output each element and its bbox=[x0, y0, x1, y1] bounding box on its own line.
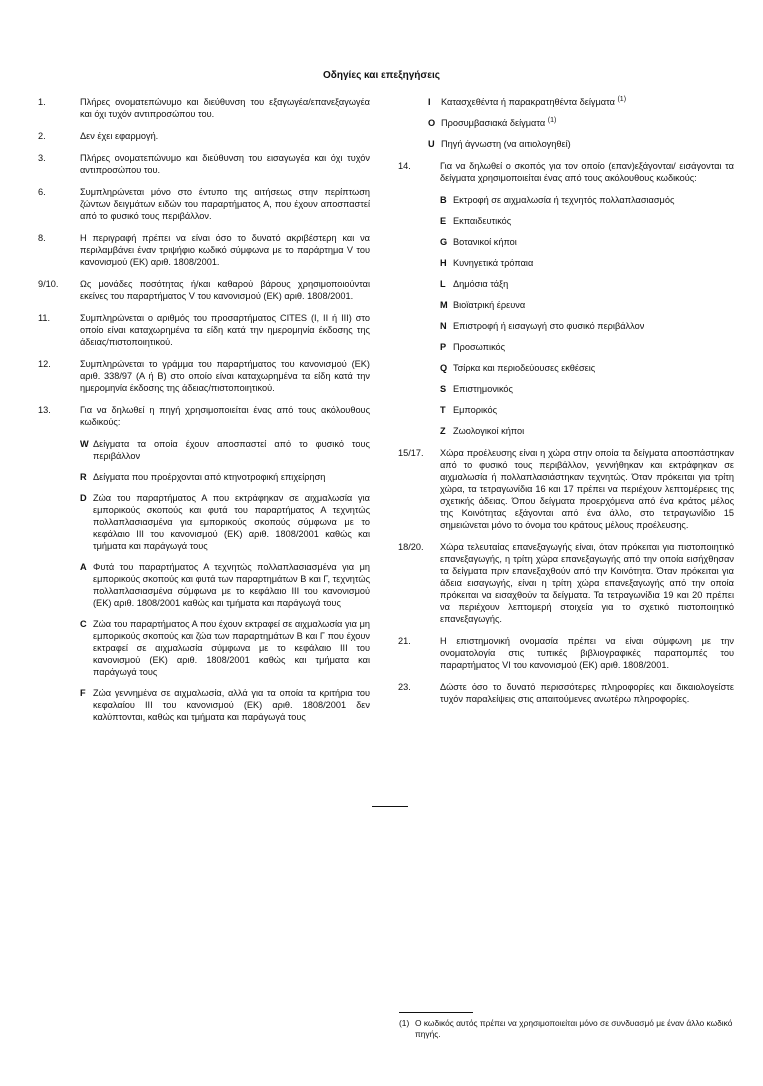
item-number: 23. bbox=[398, 682, 411, 692]
code-letter: R bbox=[80, 472, 87, 482]
footnote-ref: (1) bbox=[617, 95, 627, 103]
item-number: 11. bbox=[38, 313, 51, 323]
code-entry bbox=[440, 362, 734, 374]
code-description: Ζώα του παραρτήματος Α που εκτράφηκαν σε αιχμαλωσία για εμπορικούς σκοπούς και φυτά του παραρτήματος Α τεχνητώς πολλαπλασιασμένα για εμπορικούς σκοπούς σύμφωνα με το κεφάλαιο III του κανονισμού (ΕΚ) αριθ. 1808/2001 καθώς και τμήματα και παράγωγά τους bbox=[93, 493, 370, 551]
item-text: Δώστε όσο το δυνατό περισσότερες πληροφορίες και δικαιολογείστε τυχόν παραλείψεις στις απαιτούμενες ανωτέρω πληροφορίες. bbox=[440, 682, 734, 704]
item-13 bbox=[38, 404, 370, 428]
footnote-text: Ο κωδικός αυτός πρέπει να χρησιμοποιείται μόνο σε συνδυασμό με έναν άλλο κωδικό πηγής. bbox=[415, 1018, 733, 1039]
code-letter: W bbox=[80, 439, 89, 449]
code-entry bbox=[80, 471, 370, 483]
code-letter: N bbox=[440, 321, 447, 331]
item-14 bbox=[398, 160, 734, 184]
code-entry bbox=[440, 236, 734, 248]
item-9-10 bbox=[38, 278, 370, 302]
code-entry bbox=[440, 383, 734, 395]
code-entry bbox=[428, 96, 734, 108]
code-entry bbox=[440, 278, 734, 290]
code-letter: E bbox=[440, 216, 447, 226]
item-number: 6. bbox=[38, 187, 46, 197]
code-description: Τσίρκα και περιοδεύουσες εκθέσεις bbox=[453, 363, 596, 373]
item-23 bbox=[398, 681, 734, 705]
code-description: Ζωολογικοί κήποι bbox=[453, 426, 525, 436]
code-description: Δείγματα που προέρχονται από κτηνοτροφική επιχείρηση bbox=[93, 472, 326, 482]
code-entry bbox=[80, 687, 370, 723]
footnote-mark: (1) bbox=[399, 1018, 410, 1028]
item-6 bbox=[38, 186, 370, 222]
item-text: Πλήρες ονοματεπώνυμο και διεύθυνση του εισαγωγέα και όχι τυχόν αντιπροσώπου του. bbox=[80, 153, 370, 175]
item-text: Συμπληρώνεται ο αριθμός του προσαρτήματος CITES (I, II ή III) στο οποίο είναι καταχωρημένα τα είδη κατά την ημερομηνία έκδοσης της άδειας/πιστοποιητικού. bbox=[80, 313, 370, 347]
item-18-20 bbox=[398, 541, 734, 625]
code-entry bbox=[440, 257, 734, 269]
item-number: 21. bbox=[398, 636, 411, 646]
code-entry bbox=[440, 425, 734, 437]
item-number: 1. bbox=[38, 97, 46, 107]
code-entry bbox=[80, 561, 370, 609]
item-number: 13. bbox=[38, 405, 51, 415]
code-letter: D bbox=[80, 493, 87, 503]
code-entry bbox=[440, 341, 734, 353]
code-letter: F bbox=[80, 688, 86, 698]
code-description: Εκπαιδευτικός bbox=[453, 216, 512, 226]
code-letter: B bbox=[440, 195, 447, 205]
code-entry bbox=[80, 492, 370, 552]
code-description-text: Προσυμβασιακά δείγματα bbox=[441, 118, 546, 128]
code-entry bbox=[80, 618, 370, 678]
code-description: Δημόσια τάξη bbox=[453, 279, 509, 289]
item-number: 15/17. bbox=[398, 448, 424, 458]
code-description: Βιοϊατρική έρευνα bbox=[453, 300, 526, 310]
code-letter: S bbox=[440, 384, 447, 394]
purpose-code-list bbox=[440, 194, 734, 437]
code-letter: O bbox=[428, 118, 436, 128]
item-number: 3. bbox=[38, 153, 46, 163]
source-code-list bbox=[80, 438, 370, 723]
code-entry bbox=[428, 138, 734, 150]
code-description: Ζώα γεννημένα σε αιχμαλωσία, αλλά για τα οποία τα κριτήρια του κεφαλαίου III του κανονισμού (ΕΚ) αριθ. 1808/2001 δεν καλύπτονται, καθώς και τμήματα και παράγωγά τους bbox=[93, 688, 370, 722]
item-21 bbox=[398, 635, 734, 671]
code-description: Ζώα του παραρτήματος Α που έχουν εκτραφεί σε αιχμαλωσία για μη εμπορικούς σκοπούς και ζώα των παραρτημάτων Β και Γ που έχουν εκτραφεί σε αιχμαλωσία σύμφωνα με το κεφάλαιο III του κανονισμού (ΕΚ) αριθ. 1808/2001 καθώς και τμήματα και παράγωγά τους bbox=[93, 619, 370, 677]
item-text: Για να δηλωθεί η πηγή χρησιμοποιείται ένας από τους ακόλουθους κωδικούς: bbox=[80, 405, 370, 427]
item-number: 18/20. bbox=[398, 542, 424, 552]
code-description: Φυτά του παραρτήματος Α τεχνητώς πολλαπλασιασμένα για μη εμπορικούς σκοπούς και φυτά των παραρτημάτων Β και Γ, τεχνητώς πολλαπλασιασμένα σύμφωνα με το κεφάλαιο III του κανονισμού (ΕΚ) αριθ. 1808/2001 καθώς και τμήματα και παράγωγά τους bbox=[93, 562, 370, 608]
code-entry bbox=[440, 194, 734, 206]
code-letter: P bbox=[440, 342, 447, 352]
code-letter: C bbox=[80, 619, 87, 629]
code-letter: I bbox=[428, 97, 431, 107]
right-column bbox=[398, 96, 734, 715]
item-number: 2. bbox=[38, 131, 46, 141]
footnote-ref: (1) bbox=[547, 116, 557, 124]
item-text: Συμπληρώνεται μόνο στο έντυπο της αιτήσεως στην περίπτωση ζώντων δειγμάτων ειδών του παραρτήματος Α, που έχουν αποσπαστεί από το φυσικό τους περιβάλλον. bbox=[80, 187, 370, 221]
code-letter: G bbox=[440, 237, 448, 247]
code-entry bbox=[440, 404, 734, 416]
item-text: Δεν έχει εφαρμογή. bbox=[80, 131, 159, 141]
footnote-divider bbox=[399, 1012, 473, 1013]
code-letter: U bbox=[428, 139, 435, 149]
code-entry bbox=[80, 438, 370, 462]
source-code-list-continued bbox=[428, 96, 734, 150]
item-number: 8. bbox=[38, 233, 46, 243]
left-column bbox=[38, 96, 370, 733]
code-letter: Z bbox=[440, 426, 446, 436]
item-1 bbox=[38, 96, 370, 120]
code-description: Πηγή άγνωστη (να αιτιολογηθεί) bbox=[441, 139, 571, 149]
code-description: Επιστημονικός bbox=[453, 384, 513, 394]
code-description: Δείγματα τα οποία έχουν αποσπαστεί από το φυσικό τους περιβάλλον bbox=[93, 439, 370, 461]
code-description-text: Κατασχεθέντα ή παρακρατηθέντα δείγματα bbox=[441, 97, 615, 107]
item-text: Για να δηλωθεί ο σκοπός για τον οποίο (επαν)εξάγονται/ εισάγονται τα δείγματα χρησιμοποιείται ένας από τους ακόλουθους κωδικούς: bbox=[440, 161, 734, 183]
code-description: Κυνηγετικά τρόπαια bbox=[453, 258, 534, 268]
item-8 bbox=[38, 232, 370, 268]
item-2 bbox=[38, 130, 370, 142]
item-text: Ως μονάδες ποσότητας ή/και καθαρού βάρους χρησιμοποιούνται εκείνες του παραρτήματος V του κανονισμού (ΕΚ) αριθ. 1808/2001. bbox=[80, 279, 370, 301]
code-description: Προσωπικός bbox=[453, 342, 506, 352]
section-divider bbox=[372, 806, 408, 807]
item-text: Η περιγραφή πρέπει να είναι όσο το δυνατό ακριβέστερη και να περιλαμβάνει έναν τριψήφιο κωδικό σύμφωνα με το παράρτημα V του κανονισμού (ΕΚ) αριθ. 1808/2001. bbox=[80, 233, 370, 267]
item-text: Η επιστημονική ονομασία πρέπει να είναι σύμφωνη με την ονοματολογία στις τυπικές βιβλιογραφικές παραπομπές του παραρτήματος VI του κανονισμού (ΕΚ) αριθ. 1808/2001. bbox=[440, 636, 734, 670]
code-letter: Q bbox=[440, 363, 448, 373]
item-text: Πλήρες ονοματεπώνυμο και διεύθυνση του εξαγωγέα/επανεξαγωγέα και όχι τυχόν αντιπροσώπου του. bbox=[80, 97, 370, 119]
item-number: 9/10. bbox=[38, 279, 59, 289]
code-description: Εκτροφή σε αιχμαλωσία ή τεχνητός πολλαπλασιασμός bbox=[453, 195, 675, 205]
code-letter: A bbox=[80, 562, 87, 572]
code-letter: L bbox=[440, 279, 446, 289]
code-letter: M bbox=[440, 300, 448, 310]
code-description bbox=[441, 96, 734, 108]
item-11 bbox=[38, 312, 370, 348]
code-entry bbox=[428, 117, 734, 129]
footnote bbox=[399, 1018, 737, 1040]
code-description: Βοτανικοί κήποι bbox=[453, 237, 517, 247]
code-description: Εμπορικός bbox=[453, 405, 498, 415]
item-12 bbox=[38, 358, 370, 394]
code-entry bbox=[440, 215, 734, 227]
item-text: Χώρα προέλευσης είναι η χώρα στην οποία τα δείγματα αποσπάστηκαν από το φυσικό τους περιβάλλον, γεννήθηκαν και εκτράφηκαν σε αιχμαλωσία ή πολλαπλασιάστηκαν τεχνητώς. Όταν πρόκειται για τρίτη χώρα, τα τετραγωνίδια 16 και 17 πρέπει να περιέχουν λεπτομέρειες της σχετικής άδειας. Όπου δείγματα προερχόμενα από ένα κράτος μέλος της Κοινότητας εξάγονται από ένα άλλο, στο τετραγωνίδιο 15 σημειώνεται μόνο το όνομα του κράτους μέλους προέλευσης. bbox=[440, 448, 734, 530]
item-number: 14. bbox=[398, 161, 411, 171]
code-description bbox=[441, 117, 734, 129]
item-text: Συμπληρώνεται το γράμμα του παραρτήματος του κανονισμού (ΕΚ) αριθ. 338/97 (Α ή Β) στο οποίο είναι καταχωρημένα τα είδη κατά την ημερομηνία έκδοσης της άδειας/πιστοποιητικού. bbox=[80, 359, 370, 393]
code-description: Επιστροφή ή εισαγωγή στο φυσικό περιβάλλον bbox=[453, 321, 645, 331]
item-number: 12. bbox=[38, 359, 51, 369]
item-3 bbox=[38, 152, 370, 176]
item-15-17 bbox=[398, 447, 734, 531]
item-text: Χώρα τελευταίας επανεξαγωγής είναι, όταν πρόκειται για πιστοποιητικό επανεξαγωγής, η τρίτη χώρα επανεξαγωγής από την οποία εισήχθησαν τα δείγματα πριν επανεξαχθούν από την Κοινότητα. Όταν πρόκειται για άδεια εισαγωγής, είναι η τρίτη χώρα επανεξαγωγής από την οποία πρόκειται να εισαχθούν τα δείγματα. Τα τετραγωνίδια 19 και 20 πρέπει να περιέχουν λεπτομερή στοιχεία για το σχετικό πιστοποιητικό επανεξαγωγής. bbox=[440, 542, 734, 624]
code-letter: T bbox=[440, 405, 446, 415]
code-entry bbox=[440, 299, 734, 311]
page-title: Οδηγίες και επεξηγήσεις bbox=[323, 70, 440, 81]
code-entry bbox=[440, 320, 734, 332]
code-letter: H bbox=[440, 258, 447, 268]
